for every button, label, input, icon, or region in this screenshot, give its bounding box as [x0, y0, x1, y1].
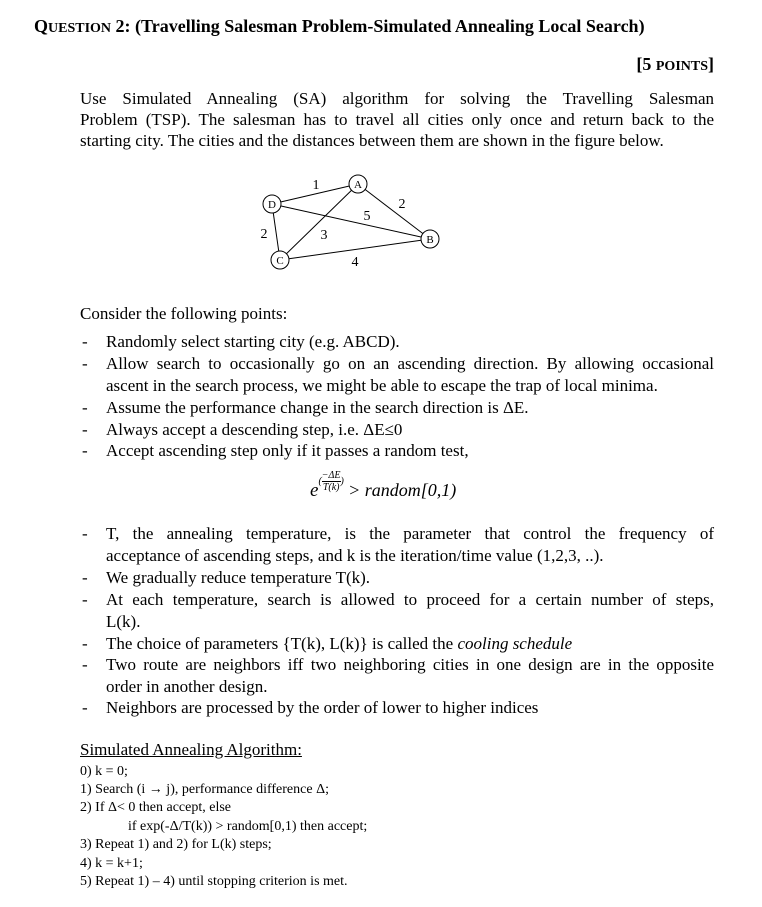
- algorithm-heading: Simulated Annealing Algorithm:: [80, 740, 302, 759]
- edge-weight: 5: [363, 209, 371, 224]
- algorithm-step: 4) k = k+1;: [80, 856, 143, 871]
- node-label-c: C: [276, 255, 284, 267]
- edge-weight: 4: [351, 255, 359, 270]
- bullet: At each temperature, search is allowed to proceed for a certain number of steps,: [106, 590, 714, 609]
- bullet: The choice of parameters {T(k), L(k)} is called the cooling schedule: [106, 634, 573, 653]
- question-title: QUESTION 2: (Travelling Salesman Problem-Simulated Annealing Local Search): [34, 16, 645, 36]
- bullet-cont: order in another design.: [106, 677, 268, 696]
- bullet-cont: acceptance of ascending steps, and k is the iteration/time value (1,2,3, ..).: [106, 546, 604, 565]
- intro-line: Problem (TSP). The salesman has to travel all cities only once and return back to the: [80, 110, 714, 129]
- city-graph: [240, 170, 450, 280]
- node-label-a: A: [354, 179, 362, 191]
- document-page: QUESTION 2: (Travelling Salesman Problem-Simulated Annealing Local Search) [5 POINTS] Use Simulated Annealing (SA) algorithm for solving the Travelling Salesman Problem (TSP). The salesman has to travel all cities only once and return back to the starting city. The cities and the distances between them are shown in the figure below. A B C D 1 2 5 3 2 4 Consider the following points: - Randomly select starting city (e.g. ABCD). - Allow search to occasionally go on an ascending direction. By allowing occasional ascent in the search process, we might be able to escape the trap of local minima. - Assume the performance change in the search direction is ΔE. - Always accept a descending step, i.e. ΔE≤0 - Accept ascending step only if it passes a random test, e( $\frac{-\Delta E}{T(k)}$ ) > random[0,1) - T, the annealing temperature, is the parameter that control the frequency of acceptance of ascending steps, and k is the iteration/time value (1,2,3, ..). - We gradually reduce temperature T(k). - At each temperature, search is allowed to proceed for a certain number of steps, L(k). - The choice of parameters {T(k), L(k)} is called the cooling schedule - Two route are neighbors iff two neighboring cities in one design are in the opposite order in another design. - Neighbors are processed by the order of lower to higher indices Simulated Annealing Algorithm: 0) k = 0; 1) Search (i → j), performance difference Δ; 2) If Δ< 0 then accept, else if exp(-Δ/T(k)) > random[0,1) then accept; 3) Repeat 1) and 2) for L(k) steps; 4) k = k+1; 5) Repeat 1) – 4) until stopping criterion is met.: [0, 0, 762, 907]
- bullet: Allow search to occasionally go on an ascending direction. By allowing occasional: [106, 354, 714, 373]
- algorithm-step: 5) Repeat 1) – 4) until stopping criterion is met.: [80, 874, 348, 889]
- bullet-cont: ascent in the search process, we might be able to escape the trap of local minima.: [106, 376, 658, 395]
- bullet: Accept ascending step only if it passes a random test,: [106, 441, 469, 460]
- edge-weight: 2: [260, 227, 268, 242]
- acceptance-formula: e( $\frac{-\Delta E}{T(k)}$ ) > random[0,1): [310, 470, 457, 501]
- bullet-cont: L(k).: [106, 612, 141, 631]
- edge-weight: 1: [312, 178, 320, 193]
- edge-weight: 2: [398, 197, 406, 212]
- intro-line: Use Simulated Annealing (SA) algorithm for solving the Travelling Salesman: [80, 89, 714, 108]
- edge-weight: 3: [320, 228, 328, 243]
- consider-heading: Consider the following points:: [80, 304, 288, 323]
- bullet: Neighbors are processed by the order of lower to higher indices: [106, 698, 539, 717]
- bullet: T, the annealing temperature, is the parameter that control the frequency of: [106, 524, 714, 543]
- node-label-b: B: [426, 234, 434, 246]
- bullet: Two route are neighbors iff two neighboring cities in one design are in the opposite: [106, 655, 714, 674]
- bullet: Assume the performance change in the search direction is ΔE.: [106, 398, 529, 417]
- algorithm-step: 2) If Δ< 0 then accept, else: [80, 800, 231, 815]
- bullet: We gradually reduce temperature T(k).: [106, 568, 371, 587]
- algorithm-step: 0) k = 0;: [80, 764, 128, 779]
- bullet: Always accept a descending step, i.e. ΔE≤0: [106, 420, 403, 439]
- algorithm-step: 3) Repeat 1) and 2) for L(k) steps;: [80, 837, 272, 852]
- intro-line: starting city. The cities and the distances between them are shown in the figure below.: [80, 131, 664, 150]
- algorithm-step: 1) Search (i → j), performance difference Δ;: [80, 782, 329, 797]
- edge-c-a: [280, 184, 358, 260]
- algorithm-step: if exp(-Δ/T(k)) > random[0,1) then accept;: [128, 819, 368, 834]
- points-label: [5 POINTS]: [636, 54, 714, 74]
- node-label-d: D: [268, 199, 276, 211]
- bullet: Randomly select starting city (e.g. ABCD).: [106, 332, 400, 351]
